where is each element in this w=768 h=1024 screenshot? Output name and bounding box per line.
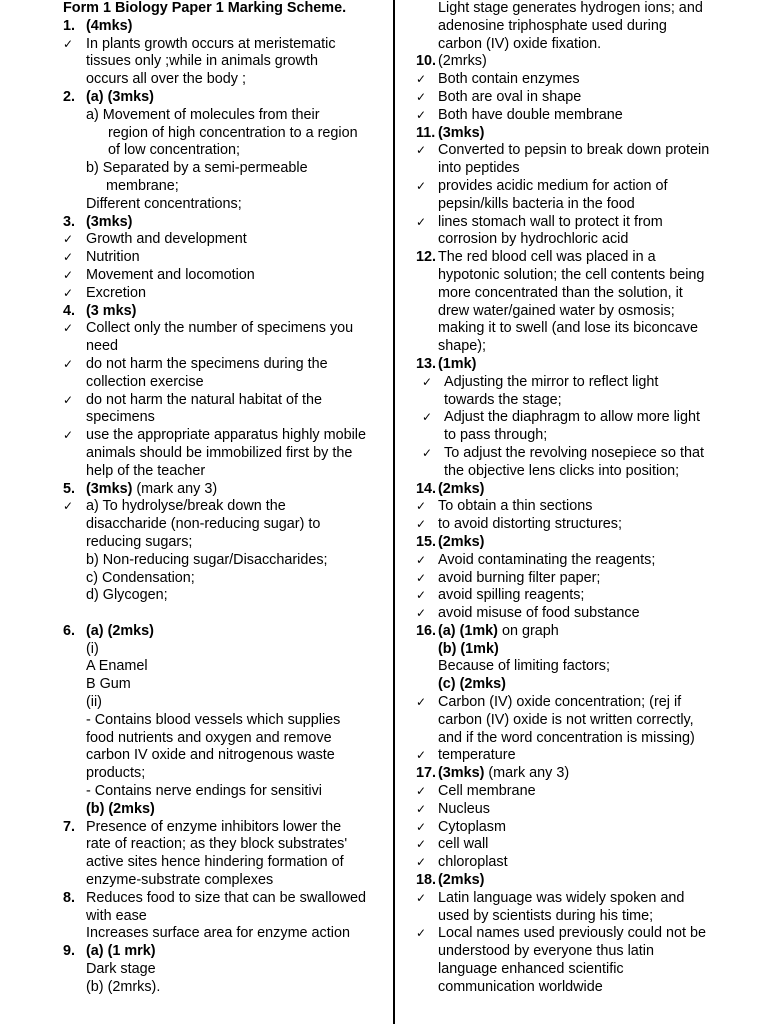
question-text: (3mks) [86,213,133,230]
answer-line [63,231,388,249]
answer-line [63,836,388,854]
question-text: (a) (2mks) [86,622,154,639]
answer-text: Avoid contaminating the reagents; [438,551,656,568]
answer-text: occurs all over the body ; [86,71,246,88]
answer-line [63,285,388,303]
check-icon: ✓ [416,784,427,799]
answer-line [416,925,746,943]
check-icon: ✓ [416,214,427,229]
answer-text: (b) (2mks) [86,800,155,817]
answer-text: a) To hydrolyse/break down the [86,498,286,515]
question-number: 18. [416,872,437,889]
answer-text: Cytoplasm [438,818,506,835]
answer-text: avoid misuse of food substance [438,605,640,622]
answer-line [63,587,388,605]
answer-line [63,36,388,54]
answer-line [416,570,746,588]
answer-line [63,445,388,463]
answer-line [416,783,746,801]
answer-line [63,712,388,730]
answer-text: tissues only ;while in animals growth [86,53,318,70]
question-heading [416,623,746,641]
answer-line [63,552,388,570]
question-heading [416,249,746,267]
answer-line [63,178,388,196]
answer-line [416,961,746,979]
answer-line [416,427,746,445]
answer-text: to pass through; [444,427,548,444]
answer-line [63,196,388,214]
answer-text: lines stomach wall to protect it from [438,213,663,230]
question-number: 8. [63,889,76,906]
question-text: The red blood cell was placed in a [438,249,656,266]
answer-line [63,730,388,748]
answer-line [63,605,388,623]
answer-line [416,89,746,107]
question-heading [63,18,388,36]
answer-text: Nucleus [438,800,490,817]
answer-text: products; [86,765,146,782]
answer-line [63,908,388,926]
answer-line [63,356,388,374]
question-note: on graph [497,622,559,639]
answer-text: carbon (IV) oxide fixation. [438,35,602,52]
left-column [63,0,388,997]
answer-text: and if the word concentration is missing) [438,729,695,746]
question-text: (1mk) [438,355,477,372]
check-icon: ✓ [63,285,74,300]
answer-line [416,160,746,178]
answer-text: (i) [86,640,99,657]
answer-line [416,320,746,338]
answer-text: pepsin/kills bacteria in the food [438,195,635,212]
check-icon: ✓ [416,819,427,834]
answer-line [63,409,388,427]
answer-text: a) Movement of molecules from their [86,106,320,123]
column-divider [393,0,395,1024]
question-text [86,481,217,499]
answer-text: specimens [86,409,155,426]
answer-text: Local names used previously could not be [438,925,706,942]
question-number: 17. [416,765,437,782]
question-text: (2mks) [438,533,485,550]
check-icon: ✓ [63,392,74,407]
answer-text: animals should be immobilized first by the [86,444,353,461]
answer-line [416,392,746,410]
answer-text: more concentrated than the solution, it [438,284,683,301]
answer-line [416,694,746,712]
answer-line [416,374,746,392]
question-heading [63,89,388,107]
question-number: 6. [63,622,76,639]
question-text [438,623,559,641]
answer-text: hypotonic solution; the cell contents being [438,266,705,283]
check-icon: ✓ [63,428,74,443]
answer-text: Both are oval in shape [438,88,582,105]
answer-line [416,819,746,837]
check-icon: ✓ [422,410,433,425]
answer-text: Light stage generates hydrogen ions; and [438,0,703,16]
answer-text: disaccharide (non-reducing sugar) to [86,516,321,533]
question-text: (a) (3mks) [86,88,154,105]
answer-line [63,463,388,481]
answer-line [416,979,746,997]
question-text: (2mks) [438,872,485,889]
check-icon: ✓ [416,143,427,158]
answer-line [416,641,746,659]
answer-text: (b) (2mrks). [86,978,161,995]
check-icon: ✓ [416,499,427,514]
answer-text: drew water/gained water by osmosis; [438,302,675,319]
answer-line [416,18,746,36]
answer-text: Movement and locomotion [86,266,255,283]
marks-label: (3mks) [438,765,485,782]
question-heading [63,303,388,321]
check-icon: ✓ [416,72,427,87]
check-icon: ✓ [416,855,427,870]
answer-line [63,854,388,872]
check-icon: ✓ [416,837,427,852]
question-number: 14. [416,480,437,497]
question-number: 11. [416,124,436,141]
check-icon: ✓ [416,890,427,905]
question-text: (4mks) [86,17,133,34]
answer-line [63,142,388,160]
question-number: 13. [416,355,437,372]
answer-text: language enhanced scientific [438,961,624,978]
answer-line [416,836,746,854]
answer-text: d) Glycogen; [86,587,168,604]
answer-text: of low concentration; [108,142,240,159]
answer-line [416,658,746,676]
answer-line [416,214,746,232]
answer-line [63,658,388,676]
answer-text: b) Non-reducing sugar/Disaccharides; [86,551,328,568]
answer-line [416,178,746,196]
answer-line [416,36,746,54]
answer-line [63,676,388,694]
question-text [438,765,569,783]
question-text: Reduces food to size that can be swallowed [86,889,366,906]
answer-line [63,320,388,338]
answer-text: Growth and development [86,231,247,248]
answer-line [416,854,746,872]
check-icon: ✓ [416,570,427,585]
answer-line [63,392,388,410]
answer-line [416,71,746,89]
answer-line [416,747,746,765]
answer-line [63,641,388,659]
answer-line [63,53,388,71]
question-text: (3mks) [438,124,485,141]
answer-line [63,160,388,178]
answer-text: Adjusting the mirror to reflect light [444,373,659,390]
answer-line [63,338,388,356]
answer-text: used by scientists during his time; [438,907,654,924]
question-heading [416,481,746,499]
question-number: 7. [63,818,76,835]
answer-text: carbon IV oxide and nitrogenous waste [86,747,335,764]
answer-text: Different concentrations; [86,195,242,212]
check-icon: ✓ [416,695,427,710]
marks-label: (3mks) [86,480,133,497]
answer-line [416,801,746,819]
answer-text: (c) (2mks) [438,676,506,693]
question-note: (mark any 3) [132,480,218,497]
answer-line [416,516,746,534]
question-heading [63,890,388,908]
answer-line [416,303,746,321]
answer-text: Adjust the diaphragm to allow more light [444,409,700,426]
answer-line [63,516,388,534]
check-icon: ✓ [416,606,427,621]
check-icon: ✓ [63,356,74,371]
question-heading [63,623,388,641]
question-number: 3. [63,213,76,230]
answer-text: corrosion by hydrochloric acid [438,231,629,248]
answer-text: Increases surface area for enzyme action [86,925,350,942]
answer-text: region of high concentration to a region [108,124,358,141]
answer-line [63,961,388,979]
answer-text: the objective lens clicks into position; [444,462,680,479]
answer-text: A Enamel [86,658,148,675]
check-icon: ✓ [416,178,427,193]
answer-text: (b) (1mk) [438,640,499,657]
check-icon: ✓ [416,801,427,816]
check-icon: ✓ [416,926,427,941]
answer-text: use the appropriate apparatus highly mobile [86,427,366,444]
answer-text: with ease [86,907,147,924]
check-icon: ✓ [63,36,74,51]
check-icon: ✓ [416,107,427,122]
answer-line [63,765,388,783]
answer-text: do not harm the specimens during the [86,355,328,372]
answer-line [63,801,388,819]
question-number: 16. [416,622,437,639]
answer-text: Cell membrane [438,783,536,800]
answer-text: food nutrients and oxygen and remove [86,729,332,746]
answer-text: into peptides [438,160,520,177]
answer-line [416,267,746,285]
answer-line [416,587,746,605]
answer-text: In plants growth occurs at meristematic [86,35,336,52]
question-heading [416,872,746,890]
answer-line [416,409,746,427]
answer-line [63,498,388,516]
answer-text: provides acidic medium for action of [438,177,668,194]
answer-text: enzyme-substrate complexes [86,872,274,889]
answer-text: Latin language was widely spoken and [438,889,685,906]
answer-text: chloroplast [438,854,508,871]
answer-line [416,196,746,214]
question-text: (2mrks) [438,53,487,70]
answer-line [416,142,746,160]
answer-text: towards the stage; [444,391,562,408]
answer-line [416,676,746,694]
answer-line [63,107,388,125]
check-icon: ✓ [63,267,74,282]
answer-line [63,534,388,552]
marks-label: (a) (1mk) [438,622,498,639]
question-number: 12. [416,249,437,266]
answer-text: cell wall [438,836,489,853]
question-heading [416,534,746,552]
answer-line [416,943,746,961]
check-icon: ✓ [63,232,74,247]
answer-text: Because of limiting factors; [438,658,610,675]
answer-line [416,890,746,908]
answer-text: carbon (IV) oxide is not written correctly, [438,711,694,728]
question-heading [416,356,746,374]
question-number: 15. [416,533,437,550]
question-heading [416,125,746,143]
answer-line [416,285,746,303]
answer-line [416,338,746,356]
answer-text: membrane; [106,177,179,194]
answer-text: making it to swell (and lose its biconcave [438,320,698,337]
answer-text: reducing sugars; [86,533,193,550]
answer-line [416,605,746,623]
question-text: Presence of enzyme inhibitors lower the [86,818,342,835]
answer-text: do not harm the natural habitat of the [86,391,323,408]
check-icon: ✓ [422,374,433,389]
answer-text: Collect only the number of specimens you [86,320,354,337]
check-icon: ✓ [63,499,74,514]
question-number: 10. [416,53,437,70]
answer-line [63,570,388,588]
check-icon: ✓ [416,552,427,567]
answer-text: need [86,338,119,355]
answer-text: Both have double membrane [438,106,623,123]
answer-text: shape); [438,338,486,355]
check-icon: ✓ [416,517,427,532]
question-text: (3 mks) [86,302,137,319]
answer-line [63,979,388,997]
answer-text: temperature [438,747,516,764]
question-text: (a) (1 mrk) [86,943,156,960]
answer-text: To obtain a thin sections [438,498,593,515]
answer-line [63,249,388,267]
answer-line [63,747,388,765]
answer-text: understood by everyone thus latin [438,943,655,960]
answer-line [416,552,746,570]
check-icon: ✓ [63,321,74,336]
answer-line [63,872,388,890]
answer-text: Nutrition [86,249,140,266]
answer-text: Dark stage [86,961,156,978]
answer-text: Excretion [86,284,146,301]
question-note: (mark any 3) [484,765,570,782]
answer-line [416,712,746,730]
check-icon: ✓ [422,445,433,460]
document-title: Form 1 Biology Paper 1 Marking Scheme. [63,0,347,16]
answer-text: adenosine triphosphate used during [438,17,667,34]
answer-text: (ii) [86,694,102,711]
answer-line [416,107,746,125]
answer-text: active sites hence hindering formation of [86,854,344,871]
question-heading [63,481,388,499]
check-icon: ✓ [416,588,427,603]
question-heading [63,943,388,961]
answer-line [63,125,388,143]
answer-text: Carbon (IV) oxide concentration; (rej if [438,694,682,711]
answer-text: B Gum [86,676,131,693]
check-icon: ✓ [416,748,427,763]
answer-text: c) Condensation; [86,569,195,586]
answer-line [416,231,746,249]
check-icon: ✓ [63,250,74,265]
question-text: (2mks) [438,480,485,497]
answer-line [63,71,388,89]
answer-line [416,730,746,748]
answer-text: collection exercise [86,373,204,390]
answer-text: - Contains nerve endings for sensitivi [86,783,322,800]
question-number: 5. [63,480,76,497]
answer-line [416,445,746,463]
answer-text: rate of reaction; as they block substrates' [86,836,348,853]
answer-text: avoid spilling reagents; [438,587,585,604]
answer-text: to avoid distorting structures; [438,516,622,533]
question-number: 4. [63,302,76,319]
question-heading [63,819,388,837]
answer-text: To adjust the revolving nosepiece so that [444,444,704,461]
answer-text: communication worldwide [438,978,603,995]
answer-line [416,0,746,18]
answer-line [63,925,388,943]
answer-text: - Contains blood vessels which supplies [86,711,341,728]
answer-line [63,374,388,392]
answer-text: b) Separated by a semi-permeable [86,160,308,177]
answer-text: help of the teacher [86,462,206,479]
question-heading [416,765,746,783]
answer-line [63,267,388,285]
question-number: 9. [63,943,76,960]
answer-text: Converted to pepsin to break down protein [438,142,710,159]
answer-line [63,694,388,712]
check-icon: ✓ [416,89,427,104]
question-number: 1. [63,17,76,34]
answer-text: Both contain enzymes [438,71,580,88]
answer-line [416,463,746,481]
right-column [416,0,746,997]
question-heading [63,214,388,232]
answer-line [63,783,388,801]
question-heading [416,53,746,71]
answer-text: avoid burning filter paper; [438,569,601,586]
answer-line [416,908,746,926]
answer-line [416,498,746,516]
question-number: 2. [63,88,76,105]
answer-line [63,427,388,445]
